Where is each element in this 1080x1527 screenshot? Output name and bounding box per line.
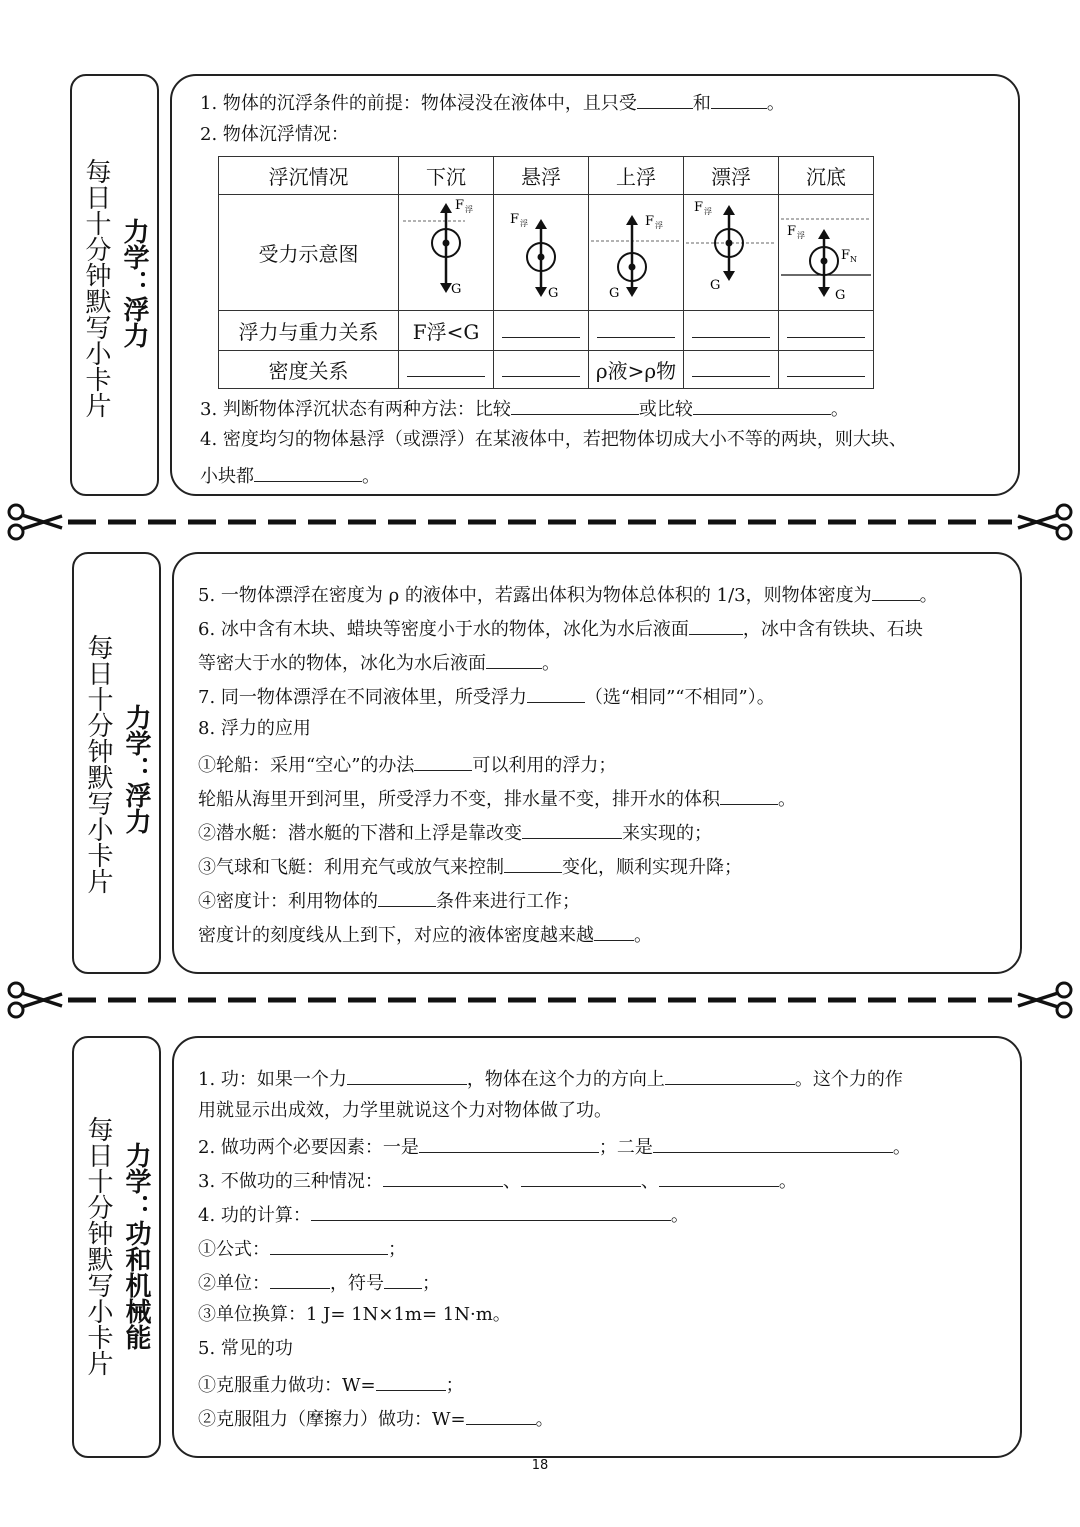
label-F: F <box>455 198 465 213</box>
w-question-5: 5. 常见的功 <box>198 1338 293 1359</box>
card-2 <box>172 552 1022 974</box>
header-cell: 浮沉情况 <box>219 157 399 195</box>
q8-ship: ①轮船：采用“空心”的办法 可以利用的浮力； <box>198 752 616 777</box>
force-relation-sinking: F浮<G <box>399 311 494 351</box>
side-topic: 力学：浮力 <box>119 218 149 348</box>
blank-cell <box>779 351 874 389</box>
svg-text:F: F <box>787 224 797 239</box>
svg-text:浮: 浮 <box>655 221 663 230</box>
w-unit: ②单位： ，符号 ； <box>198 1270 440 1295</box>
question-6: 6. 冰中含有木块、蜡块等密度小于水的物体，冰化为水后液面 ，冰中含有铁块、石块 <box>198 616 923 641</box>
header-cell: 沉底 <box>779 157 874 195</box>
row-label: 受力示意图 <box>219 195 399 311</box>
svg-text:N: N <box>850 255 857 264</box>
cut-line-2 <box>0 980 1080 1020</box>
side-title: 每日十分钟默写小卡片 <box>83 634 113 894</box>
w-question-1: 1. 功：如果一个力 ，物体在这个力的方向上 。这个力的作 <box>198 1066 903 1091</box>
row-label: 浮力与重力关系 <box>219 311 399 351</box>
force-diagram-suspended <box>494 195 589 311</box>
row-label: 密度关系 <box>219 351 399 389</box>
w-question-3: 3. 不做功的三种情况： 、 、 。 <box>198 1168 797 1193</box>
blank-cell <box>684 351 779 389</box>
blank-cell <box>494 311 589 351</box>
header-cell: 漂浮 <box>684 157 779 195</box>
density-relation-rising: ρ液>ρ物 <box>589 351 684 389</box>
side-title: 每日十分钟默写小卡片 <box>83 1116 113 1376</box>
force-diagram-bottom <box>779 195 874 311</box>
question-4-cont: 小块都 。 <box>200 463 380 488</box>
w-unit-conversion: ③单位换算：1 J= 1N×1m= 1N·m。 <box>198 1304 511 1325</box>
question-1 <box>200 90 785 115</box>
sink-float-table <box>218 156 874 389</box>
svg-text:F: F <box>841 248 851 263</box>
side-title: 每日十分钟默写小卡片 <box>81 158 111 418</box>
label-G: G <box>451 282 462 297</box>
scissors-icon <box>1018 983 1071 1017</box>
question-6-cont: 等密大于水的物体，冰化为水后液面 。 <box>198 650 560 675</box>
svg-text:G: G <box>609 286 620 301</box>
scissors-icon <box>1018 505 1071 539</box>
question-5: 5. 一物体漂浮在密度为 ρ 的液体中，若露出体积为物体总体积的 1/3，则物体密度为 。 <box>198 582 938 607</box>
w-friction-work: ②克服阻力（摩擦力）做功：W= 。 <box>198 1406 554 1431</box>
svg-text:G: G <box>548 286 559 301</box>
blank-cell <box>494 351 589 389</box>
card-1 <box>170 74 1020 496</box>
scissors-icon <box>9 505 62 539</box>
blank-cell <box>589 311 684 351</box>
label-sub: 浮 <box>465 205 473 214</box>
w-question-1-cont: 用就显示出成效，力学里就说这个力对物体做了功。 <box>198 1100 612 1121</box>
w-formula: ①公式： ； <box>198 1236 406 1261</box>
question-3: 3. 判断物体浮沉状态有两种方法：比较 或比较 。 <box>200 396 849 421</box>
q8-balloon: ③气球和飞艇：利用充气或放气来控制 变化，顺利实现升降； <box>198 854 742 879</box>
q1-text: 1. 物体的沉浮条件的前提：物体浸没在液体中，且只受 <box>200 93 637 114</box>
blank <box>637 90 693 109</box>
w-gravity-work: ①克服重力做功：W= ； <box>198 1372 464 1397</box>
svg-text:G: G <box>710 278 721 293</box>
side-topic: 力学：浮力 <box>121 704 151 834</box>
svg-text:浮: 浮 <box>520 219 528 228</box>
force-diagram-sinking <box>399 195 494 311</box>
header-cell: 悬浮 <box>494 157 589 195</box>
force-diagram-floating <box>684 195 779 311</box>
svg-text:浮: 浮 <box>704 207 712 216</box>
q8-hydrometer: ④密度计：利用物体的 条件来进行工作； <box>198 888 580 913</box>
w-question-4: 4. 功的计算： 。 <box>198 1202 689 1227</box>
svg-text:G: G <box>835 288 846 303</box>
q8-ship-river: 轮船从海里开到河里，所受浮力不变，排水量不变，排开水的体积 。 <box>198 786 796 811</box>
page-number: 18 <box>531 1458 549 1473</box>
side-label-card-2 <box>72 552 161 974</box>
question-4: 4. 密度均匀的物体悬浮（或漂浮）在某液体中，若把物体切成大小不等的两块，则大块、 <box>200 429 907 450</box>
scissors-icon <box>9 983 62 1017</box>
svg-text:浮: 浮 <box>797 231 805 240</box>
header-cell: 上浮 <box>589 157 684 195</box>
side-topic: 力学：功和机械能 <box>121 1142 151 1350</box>
q8-hydrometer-scale: 密度计的刻度线从上到下，对应的液体密度越来越 。 <box>198 922 652 947</box>
side-label-card-3 <box>72 1036 161 1458</box>
svg-text:F: F <box>694 200 704 215</box>
card-3 <box>172 1036 1022 1458</box>
question-7: 7. 同一物体漂浮在不同液体里，所受浮力 （选“相同”“不相同”）。 <box>198 684 775 709</box>
blank-cell <box>779 311 874 351</box>
cut-line-1 <box>0 502 1080 542</box>
svg-text:F: F <box>645 214 655 229</box>
q1-end: 。 <box>766 93 785 114</box>
side-label-card-1 <box>70 74 159 496</box>
q8-submarine: ②潜水艇：潜水艇的下潜和上浮是靠改变 来实现的； <box>198 820 712 845</box>
question-2: 2. 物体沉浮情况： <box>200 124 349 145</box>
blank-cell <box>399 351 494 389</box>
blank-cell <box>684 311 779 351</box>
force-diagram-rising <box>589 195 684 311</box>
question-8: 8. 浮力的应用 <box>198 718 311 739</box>
w-question-2: 2. 做功两个必要因素：一是 ；二是 。 <box>198 1134 911 1159</box>
svg-text:F: F <box>510 212 520 227</box>
blank <box>711 90 767 109</box>
header-cell: 下沉 <box>399 157 494 195</box>
q1-mid: 和 <box>692 93 711 114</box>
